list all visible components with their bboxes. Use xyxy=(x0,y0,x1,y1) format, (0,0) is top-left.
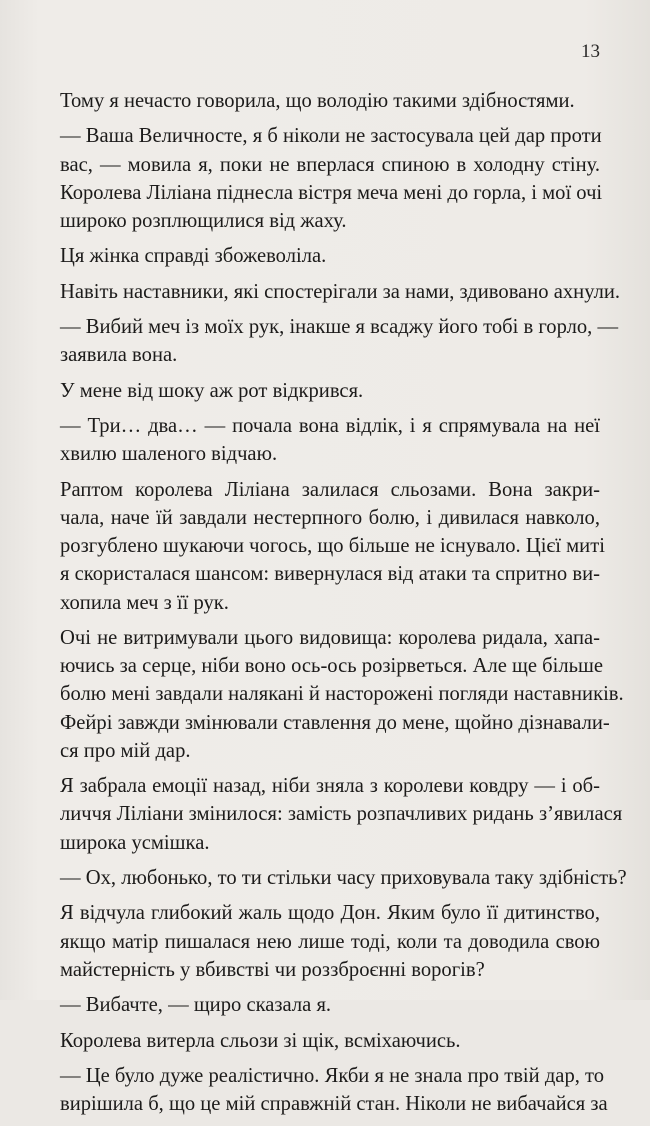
text-line: заявила вона. xyxy=(60,344,178,367)
paragraph xyxy=(60,278,621,306)
text-line: — Вибий меч із моїх рук, інакше я всаджу його тобі в горло, — xyxy=(60,316,619,339)
paragraph xyxy=(60,122,603,235)
text-line: болю мені завдали налякані й насторожені погляди наставників. xyxy=(60,683,624,706)
text-line: Раптом королева Ліліана залилася сльозами. Вона закри- xyxy=(60,478,600,501)
text-line: Фейрі завжди змінювали ставлення до мене, щойно дізнавали- xyxy=(60,711,610,734)
text-line: — Вибачте, — щиро сказала я. xyxy=(60,994,332,1017)
text-line: якщо матір пишалася нею лише тоді, коли та доводила свою xyxy=(60,930,600,953)
paragraph xyxy=(60,991,600,1019)
text-line: вас, — мовила я, поки не вперлася спиною в холодну стіну. xyxy=(60,153,600,176)
paragraph xyxy=(60,377,600,405)
text-line: Королева витерла сльози зі щік, всміхаючись. xyxy=(60,1029,461,1052)
text-line: широка усмішка. xyxy=(60,831,210,854)
text-line: Я забрала емоції назад, ніби зняла з королеви ковдру — і об- xyxy=(60,775,600,798)
text-line: вирішила б, що це мій справжній стан. Ніколи не вибачайся за xyxy=(60,1093,608,1116)
text-line: У мене від шоку аж рот відкрився. xyxy=(60,379,364,402)
text-line: хвилю шаленого відчаю. xyxy=(60,443,278,466)
paragraph xyxy=(60,476,605,617)
text-line: личчя Ліліани змінилося: замість розпачливих ридань з’явилася xyxy=(60,803,623,826)
text-line: Тому я нечасто говорила, що володію такими здібностями. xyxy=(60,90,575,112)
text-line: чала, наче їй завдали нестерпного болю, і дивилася навколо, xyxy=(60,506,600,529)
paragraph xyxy=(60,864,627,892)
text-line: ючись за серце, ніби воно ось-ось розірветься. Але ще більше xyxy=(60,655,604,678)
text-line: — Ох, любонько, то ти стільки часу приховувала таку здібність? xyxy=(60,866,627,889)
text-line: ся про мій дар. xyxy=(60,739,191,762)
body-text xyxy=(60,87,627,1126)
text-line: Очі не витримували цього видовища: королева ридала, хапа- xyxy=(60,626,600,649)
text-line: Королева Ліліана піднесла вістря меча мені до горла, і мої очі xyxy=(60,181,603,204)
text-line: — Три… два… — почала вона відлік, і я спрямувала на неї xyxy=(60,415,600,438)
paragraph xyxy=(60,1062,608,1118)
paragraph xyxy=(60,772,623,857)
paragraph xyxy=(60,1027,600,1055)
paragraph xyxy=(60,899,600,984)
paragraph xyxy=(60,624,624,765)
text-line: хопила меч з її рук. xyxy=(60,591,229,614)
paragraph xyxy=(60,412,600,468)
text-line: Ця жінка справді збожеволіла. xyxy=(60,245,327,268)
text-line: Я відчула глибокий жаль щодо Дон. Яким було її дитинство, xyxy=(60,902,600,925)
text-line: я скористалася шансом: вивернулася від атаки та спритно ви- xyxy=(60,563,600,586)
text-line: розгублено шукаючи чогось, що більше не існувало. Цієї миті xyxy=(60,535,605,558)
text-line: майстерність у вбивстві чи роззброєнні ворогів? xyxy=(60,958,485,981)
paragraph xyxy=(60,313,619,369)
text-line: широко розплющилися від жаху. xyxy=(60,210,347,232)
text-line: Навіть наставники, які спостерігали за нами, здивовано ахнули. xyxy=(60,280,621,303)
text-line: — Це було дуже реалістично. Якби я не знала про твій дар, то xyxy=(60,1064,605,1087)
paragraph xyxy=(60,242,600,270)
text-line: — Ваша Величносте, я б ніколи не застосувала цей дар проти xyxy=(60,125,602,148)
paragraph xyxy=(60,87,600,115)
page-number: 13 xyxy=(581,41,600,62)
